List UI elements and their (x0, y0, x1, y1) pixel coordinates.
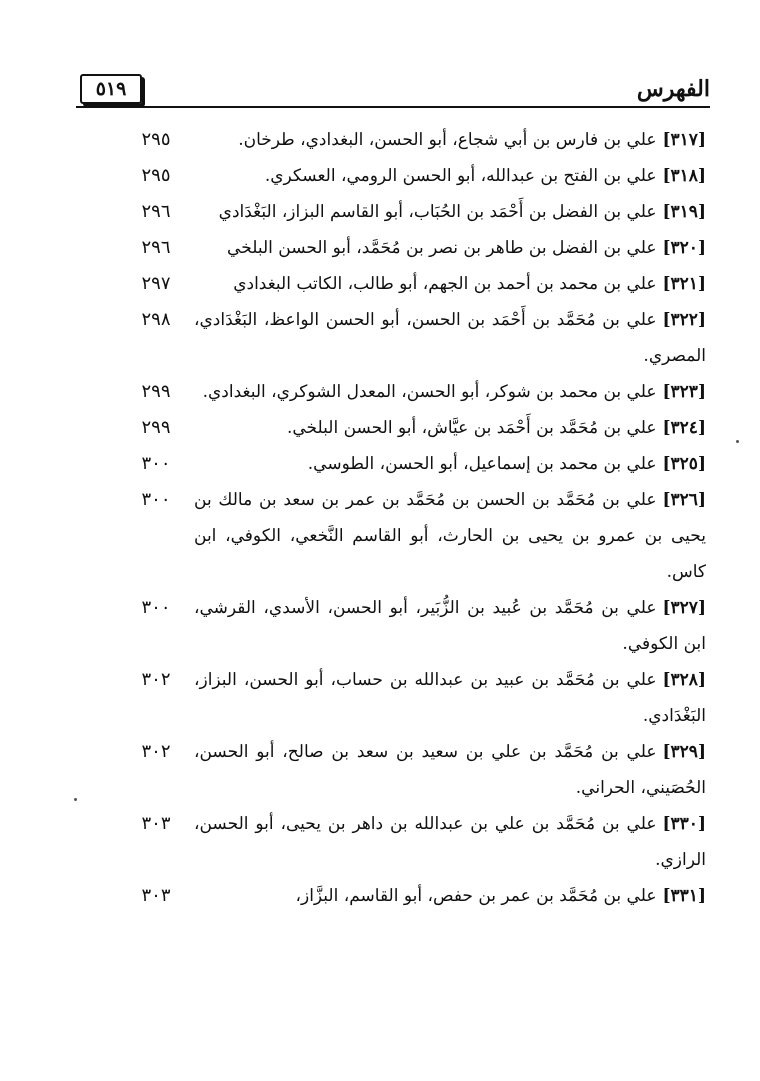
entry-page-number: ٣٠٣ (141, 813, 171, 834)
index-entry-319 (76, 194, 710, 230)
entry-text (194, 410, 710, 446)
entry-text (194, 662, 710, 734)
index-entry-330 (76, 806, 710, 878)
entry-page-number: ٣٠٠ (141, 453, 171, 474)
index-entry-320 (76, 230, 710, 266)
entry-page-number: ٢٩٥ (141, 129, 171, 150)
entry-text (194, 446, 710, 482)
entry-number: [٣٢٨] (662, 670, 706, 690)
entry-number: [٣٣٠] (662, 814, 706, 834)
index-entry-327 (76, 590, 710, 662)
scan-speck (736, 440, 739, 443)
entry-text (194, 194, 710, 230)
entry-number: [٣٢٥] (662, 454, 706, 474)
entry-name: علي بن الفضل بن أَحْمَد بن الحُبَاب، أبو القاسم البزاز، البَغْدَادي (218, 202, 657, 222)
entry-name: علي بن مُحَمَّد بن علي بن عبدالله بن داهر بن يحيى، أبو الحسن، الرازي. (194, 814, 706, 870)
entry-number: [٣١٩] (662, 202, 706, 222)
entry-page-number: ٢٩٩ (141, 417, 171, 438)
entry-number: [٣٢٧] (662, 598, 706, 618)
entry-number: [٣٢٠] (662, 238, 706, 258)
entry-page-number: ٣٠٢ (141, 669, 171, 690)
index-entry-324 (76, 410, 710, 446)
page-header (76, 70, 710, 110)
entry-name: علي بن مُحَمَّد بن أَحْمَد بن الحسن، أبو الحسن الواعظ، البَغْدَادي، المصري. (194, 310, 706, 366)
entry-name: علي بن الفضل بن طاهر بن نصر بن مُحَمَّد، أبو الحسن البلخي (227, 238, 657, 258)
entry-page-number: ٣٠٠ (141, 597, 171, 618)
entry-text (194, 266, 710, 302)
entry-text (194, 158, 710, 194)
entry-page-number: ٢٩٩ (141, 381, 171, 402)
entry-name: علي بن مُحَمَّد بن عمر بن حفص، أبو القاسم، البزَّاز، (295, 886, 657, 906)
index-entry-328 (76, 662, 710, 734)
entry-text (194, 230, 710, 266)
entry-name: علي بن مُحَمَّد بن علي بن سعيد بن سعد بن صالح، أبو الحسن، الحُصَيني، الحراني. (194, 742, 706, 798)
entry-page-number: ٢٩٥ (141, 165, 171, 186)
entry-number: [٣١٧] (662, 130, 706, 150)
entry-number: [٣١٨] (662, 166, 706, 186)
entry-number: [٣٢٩] (662, 742, 706, 762)
entry-text (194, 590, 710, 662)
entry-number: [٣٢١] (662, 274, 706, 294)
entry-name: علي بن الفتح بن عبدالله، أبو الحسن الرومي، العسكري. (264, 166, 657, 186)
entry-text (194, 302, 710, 374)
entry-text (194, 806, 710, 878)
header-rule (76, 106, 710, 108)
entry-page-number: ٣٠٢ (141, 741, 171, 762)
scan-speck (74, 798, 77, 801)
entry-text (194, 734, 710, 806)
entry-name: علي بن محمد بن أحمد بن الجهم، أبو طالب، الكاتب البغدادي (233, 274, 657, 294)
page-number: ٥١٩ (95, 78, 127, 100)
page-number-box (80, 74, 142, 104)
index-entry-321 (76, 266, 710, 302)
index-entry-331 (76, 878, 710, 914)
index-entry-325 (76, 446, 710, 482)
entry-number: [٣٣١] (662, 886, 706, 906)
entry-name: علي بن فارس بن أبي شجاع، أبو الحسن، البغدادي، طرخان. (238, 130, 657, 150)
entry-page-number: ٢٩٦ (141, 201, 171, 222)
index-entry-323 (76, 374, 710, 410)
index-entry-318 (76, 158, 710, 194)
index-entries (76, 122, 710, 914)
index-entry-322 (76, 302, 710, 374)
entry-name: علي بن مُحَمَّد بن عُبيد بن الزُّبَير، أبو الحسن، الأسدي، القرشي، ابن الكوفي. (194, 598, 706, 654)
entry-page-number: ٢٩٧ (141, 273, 171, 294)
entry-name: علي بن محمد بن شوكر، أبو الحسن، المعدل الشوكري، البغدادي. (202, 382, 657, 402)
entry-number: [٣٢٢] (662, 310, 706, 330)
entry-page-number: ٣٠٠ (141, 489, 171, 510)
entry-number: [٣٢٣] (662, 382, 706, 402)
index-entry-329 (76, 734, 710, 806)
index-entry-326 (76, 482, 710, 590)
entry-name: علي بن مُحَمَّد بن أَحْمَد بن عيَّاش، أبو الحسن البلخي. (286, 418, 657, 438)
entry-number: [٣٢٤] (662, 418, 706, 438)
entry-name: علي بن مُحَمَّد بن عبيد بن عبدالله بن حساب، أبو الحسن، البزاز، البَغْدَادي. (194, 670, 706, 726)
entry-text (194, 482, 710, 590)
entry-number: [٣٢٦] (662, 490, 706, 510)
entry-text (194, 122, 710, 158)
entry-text (194, 374, 710, 410)
entry-name: علي بن مُحَمَّد بن الحسن بن مُحَمَّد بن عمر بن سعد بن مالك بن يحيى بن عمرو بن يحيى بن الحارث، أبو القاسم النَّخعي، الكوفي، ابن كاس. (194, 490, 706, 582)
entry-name: علي بن محمد بن إسماعيل، أبو الحسن، الطوسي. (307, 454, 657, 474)
entry-page-number: ٢٩٨ (141, 309, 171, 330)
entry-page-number: ٢٩٦ (141, 237, 171, 258)
index-entry-317 (76, 122, 710, 158)
entry-page-number: ٣٠٣ (141, 885, 171, 906)
running-title: الفهرس (636, 76, 710, 102)
entry-text (194, 878, 710, 914)
